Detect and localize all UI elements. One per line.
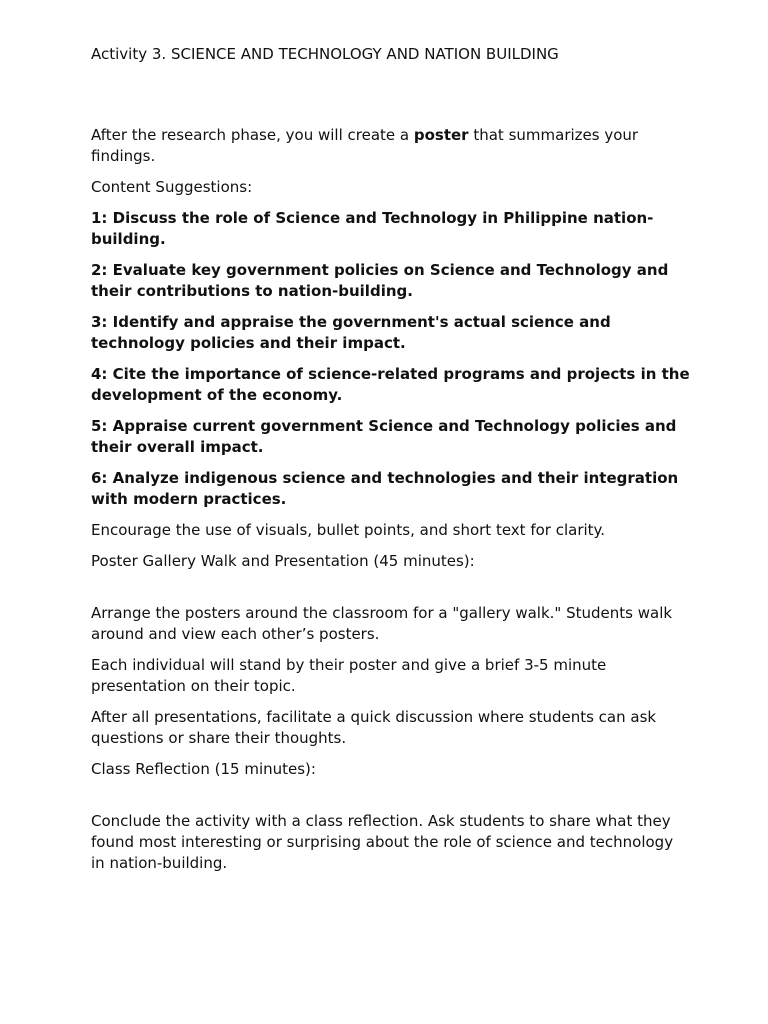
reflection-heading: Class Reflection (15 minutes): xyxy=(91,760,316,778)
suggestion-item: 2: Evaluate key government policies on Science and Technology and their contributions to nation-building. xyxy=(91,261,669,300)
intro-text-end: that summarizes your findings. xyxy=(91,126,639,165)
gallery-heading: Poster Gallery Walk and Presentation (45 minutes): xyxy=(91,552,475,570)
intro-poster-emphasis: poster xyxy=(413,126,469,144)
suggestion-item: 4: Cite the importance of science-related programs and projects in the development of the economy. xyxy=(91,365,690,404)
document-page xyxy=(91,44,691,874)
suggestion-item: 3: Identify and appraise the government's actual science and technology policies and their impact. xyxy=(91,313,611,352)
gallery-step: Each individual will stand by their poster and give a brief 3-5 minute presentation on their topic. xyxy=(91,656,607,695)
suggestion-item: 1: Discuss the role of Science and Technology in Philippine nation-building. xyxy=(91,209,654,248)
gallery-step: Arrange the posters around the classroom for a "gallery walk." Students walk around and view each other’s posters. xyxy=(91,604,673,643)
encourage-text: Encourage the use of visuals, bullet points, and short text for clarity. xyxy=(91,521,606,539)
activity-title: Activity 3. SCIENCE AND TECHNOLOGY AND NATION BUILDING xyxy=(91,45,559,63)
intro-paragraph xyxy=(91,125,691,167)
reflection-text: Conclude the activity with a class reflection. Ask students to share what they found most interesting or surprising about the role of science and technology in nation-building. xyxy=(91,812,674,872)
gallery-step: After all presentations, facilitate a quick discussion where students can ask questions or share their thoughts. xyxy=(91,708,657,747)
content-suggestions-label: Content Suggestions: xyxy=(91,178,253,196)
suggestion-item: 6: Analyze indigenous science and technologies and their integration with modern practices. xyxy=(91,469,679,508)
intro-text-start: After the research phase, you will create a xyxy=(91,126,414,144)
suggestion-item: 5: Appraise current government Science and Technology policies and their overall impact. xyxy=(91,417,677,456)
